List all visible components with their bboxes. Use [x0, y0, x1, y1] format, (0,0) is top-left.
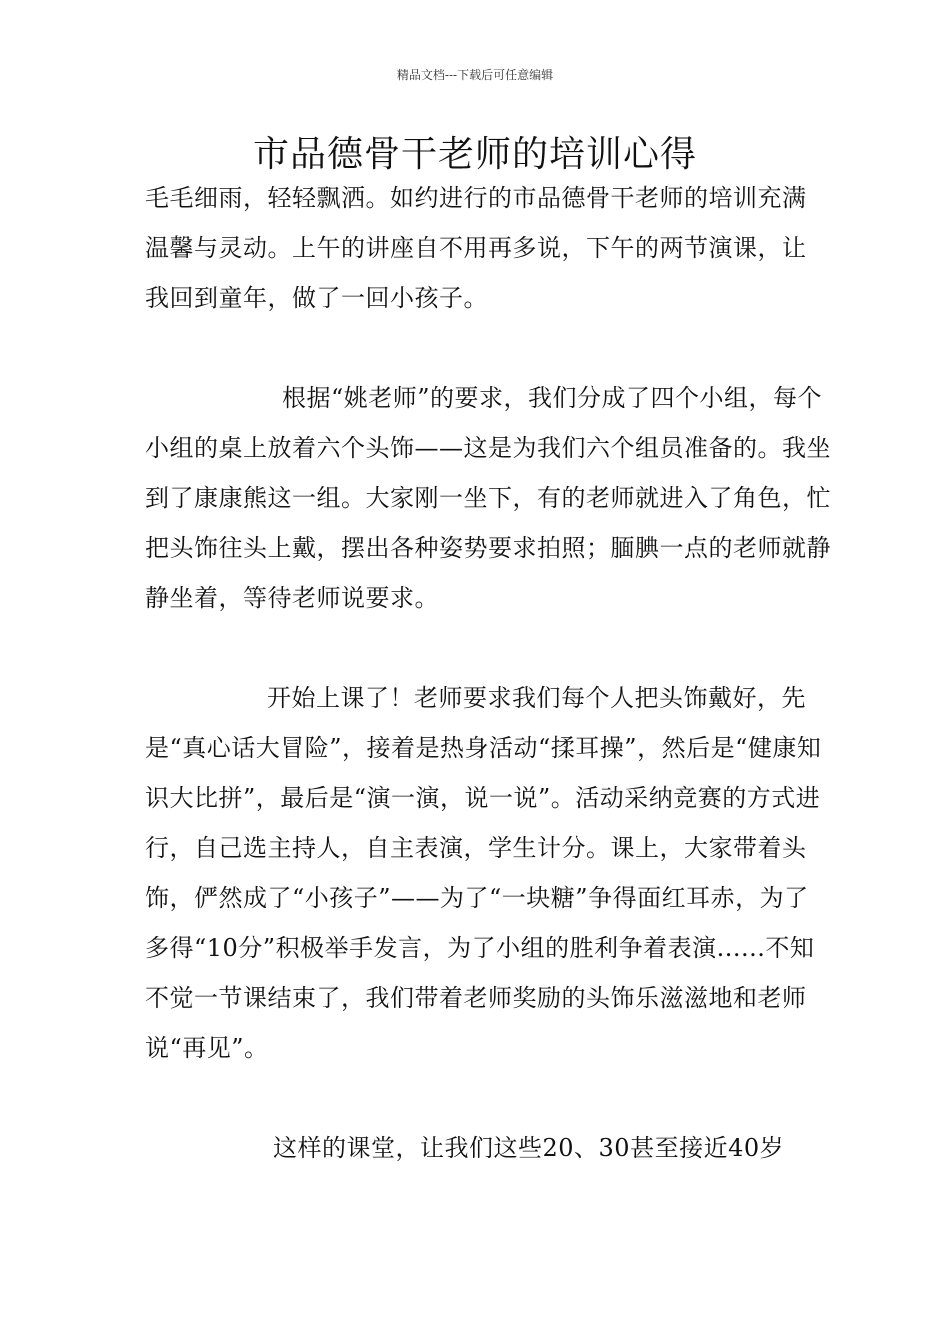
paragraph-1: 毛毛细雨，轻轻飘洒。如约进行的市品德骨干老师的培训充满温馨与灵动。上午的讲座自不用再多说，下午的两节演课，让我回到童年，做了一回小孩子。	[145, 184, 807, 312]
paragraph-gap	[145, 323, 815, 373]
paragraph-2: 根据“姚老师”的要求，我们分成了四个小组，每个小组的桌上放着六个头饰——这是为我们六个组员准备的。我坐到了康康熊这一组。大家刚一坐下，有的老师就进入了角色，忙把头饰往头上戴，摆出各种姿势要求拍照；腼腆一点的老师就静静坐着，等待老师说要求。	[145, 384, 831, 612]
document-title: 市品德骨干老师的培训心得	[252, 134, 697, 175]
document-body	[145, 173, 831, 1173]
header-note: 精品文档---下载后可任意编辑	[396, 68, 554, 82]
paragraph-3: 开始上课了！老师要求我们每个人把头饰戴好，先是“真心话大冒险”，接着是热身活动“揉耳操”，然后是“健康知识大比拼”，最后是“演一演，说一说”。活动采纳竞赛的方式进行，自己选主持人，自主表演，学生计分。课上，大家带着头饰，俨然成了“小孩子”——为了“一块糖”争得面红耳赤，为了多得“10分”积极举手发言，为了小组的胜利争着表演......不知不觉一节课结束了，我们带着老师奖励的头饰乐滋滋地和老师说“再见”。	[145, 684, 822, 1062]
paragraph-4: 这样的课堂，让我们这些20、30甚至接近40岁	[273, 1134, 785, 1162]
paragraph-gap	[145, 623, 815, 673]
paragraph-gap	[145, 1073, 815, 1123]
